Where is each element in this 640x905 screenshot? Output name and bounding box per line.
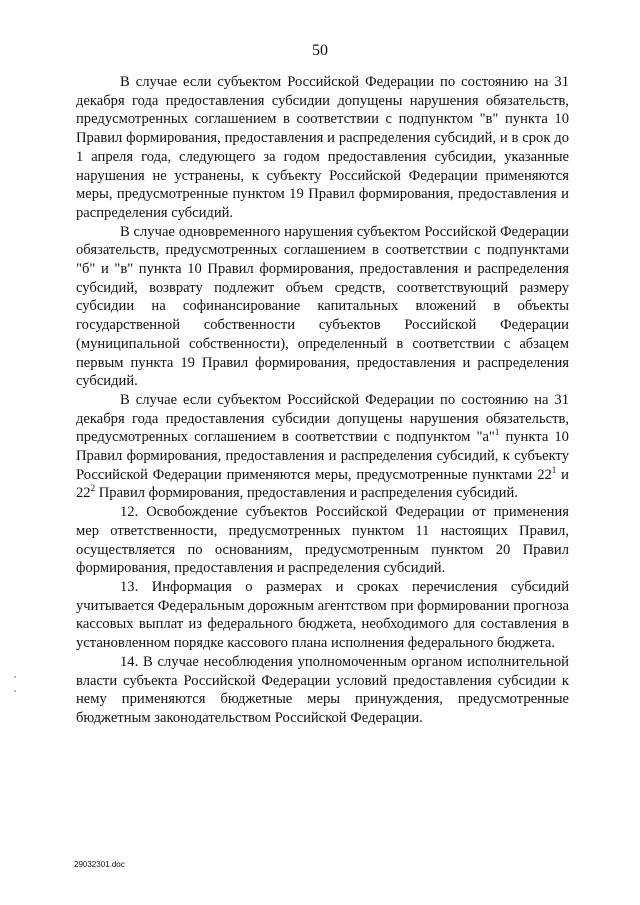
footer-filename: 29032301.doc [74, 860, 125, 869]
paragraph-2: В случае одновременного нарушения субъектом Российской Федерации обязательств, предусмотренных соглашением в соответствии с подпунктами "б" и "в" пункта 10 Правил формирования, предоставления и распределения субсидий, возврату подлежит объем средств, соответствующий размеру субсидии на софинансирование капитальных вложений в объекты государственной собственности субъектов Российской Федерации (муниципальной собственности), определенный в соответствии с абзацем первым пункта 19 Правил формирования, предоставления и распределения субсидий. [76, 223, 569, 390]
superscript-3: 2 [90, 483, 96, 494]
document-body [76, 73, 569, 728]
superscript-1: 1 [494, 427, 500, 438]
page-number: 50 [312, 42, 328, 59]
paragraph-3-text-3: и 22 [76, 466, 569, 502]
paragraph-3 [76, 391, 569, 503]
paragraph-4: 12. Освобождение субъектов Российской Федерации от применения мер ответственности, предусмотренных пунктом 11 настоящих Правил, осуществляется по основаниям, предусмотренным пунктом 20 Правил формирования, предоставления и распределения субсидий. [76, 504, 569, 577]
paragraph-3-text-1: В случае если субъектом Российской Федерации по состоянию на 31 декабря года предоставления субсидии допущены нарушения обязательств, предусмотренных соглашением в соответствии с подпунктом "а" [76, 391, 569, 446]
paragraph-3-text-4: Правил формирования, предоставления и распределения субсидий. [95, 485, 518, 502]
superscript-2: 1 [551, 464, 557, 475]
scan-mark [14, 676, 16, 678]
paragraph-3-text-2: пункта 10 Правил формирования, предоставления и распределения субсидий, к субъекту Российской Федерации применяются меры, предусмотренные пунктами 22 [76, 429, 569, 483]
paragraph-6: 14. В случае несоблюдения уполномоченным органом исполнительной власти субъекта Российской Федерации условий предоставления субсидии к нему применяются бюджетные меры принуждения, предусмотренные бюджетным законодательством Российской Федерации. [76, 653, 569, 726]
paragraph-1: В случае если субъектом Российской Федерации по состоянию на 31 декабря года предоставления субсидии допущены нарушения обязательств, предусмотренных соглашением в соответствии с подпунктом "в" пункта 10 Правил формирования, предоставления и распределения субсидий, и в срок до 1 апреля года, следующего за годом предоставления субсидии, указанные нарушения не устранены, к субъекту Российской Федерации применяются меры, предусмотренные пунктом 19 Правил формирования, предоставления и распределения субсидий. [76, 74, 569, 221]
paragraph-5: 13. Информация о размерах и сроках перечисления субсидий учитывается Федеральным дорожным агентством при формировании прогноза кассовых выплат из федерального бюджета, необходимого для составления в установленном порядке кассового плана исполнения федерального бюджета. [76, 578, 569, 652]
scan-mark [14, 690, 16, 692]
